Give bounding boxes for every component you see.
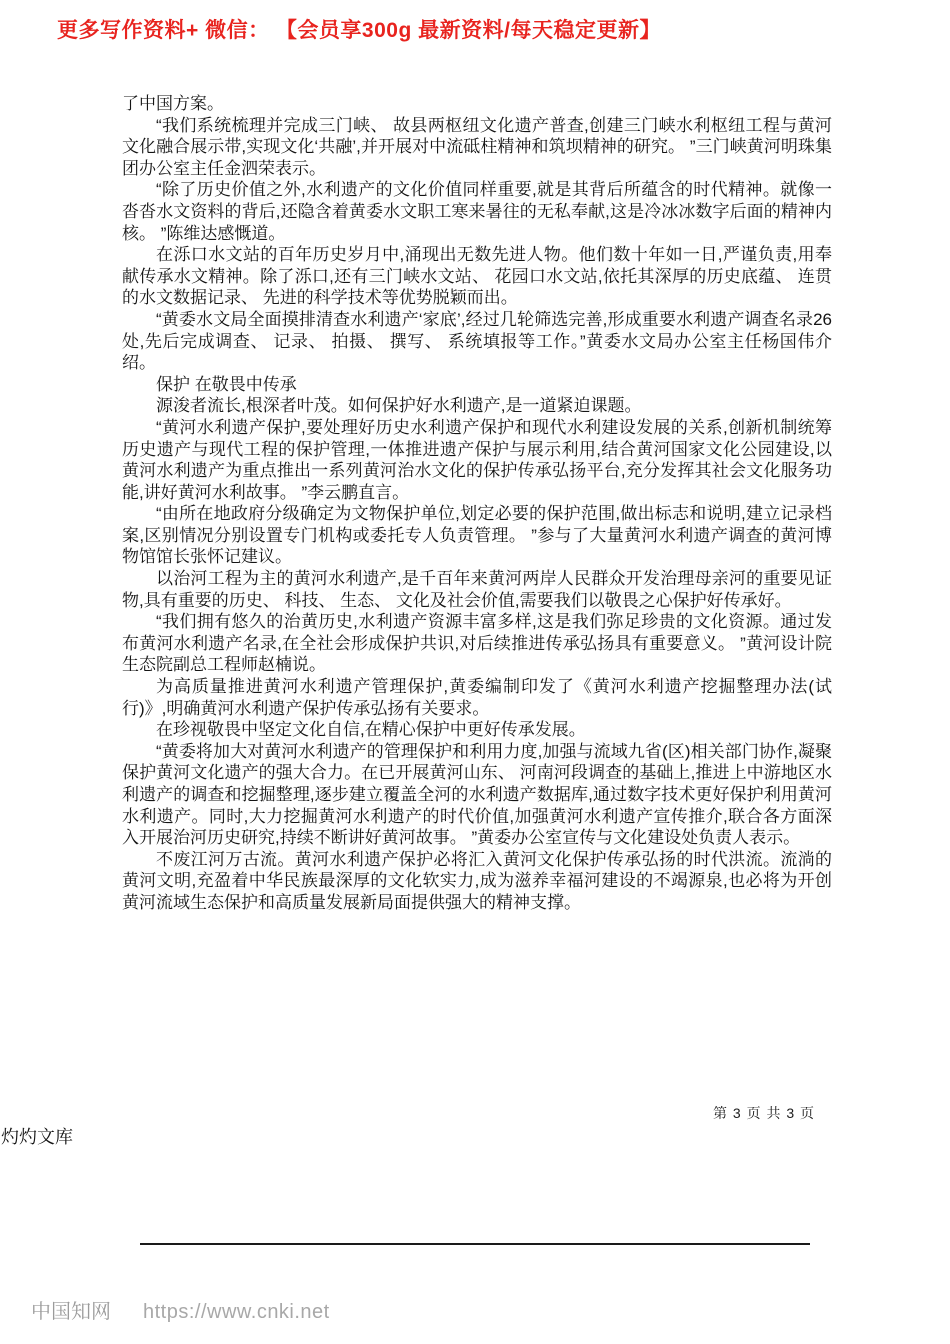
footer-divider (140, 1243, 810, 1245)
cnki-site-name: 中国知网 (31, 1301, 111, 1323)
cnki-site-url: https://www.cnki.net (143, 1301, 330, 1323)
paragraph: 了中国方案。 (122, 94, 224, 113)
paragraph: 在泺口水文站的百年历史岁月中,涌现出无数先进人物。他们数十年如一日,严谨负责,用奉献传承水文精神。除了泺口,还有三门峡水文站、 花园口水文站,依托其深厚的历史底蕴、 连贯的水文数据记录、 先进的科学技术等优势脱颖而出。 (122, 245, 832, 308)
paragraph: 以治河工程为主的黄河水利遗产,是千百年来黄河两岸人民群众开发治理母亲河的重要见证物,具有重要的历史、 科技、 生态、 文化及社会价值,需要我们以敬畏之心保护好传承好。 (122, 569, 832, 610)
paragraph: “黄委将加大对黄河水利遗产的管理保护和利用力度,加强与流域九省(区)相关部门协作,凝聚保护黄河文化遗产的强大合力。在已开展黄河山东、 河南河段调查的基础上,推进上中游地区水利遗产的调查和挖掘整理,逐步建立覆盖全河的水利遗产数据库,通过数字技术更好保护利用黄河水利遗产。同时,大力挖掘黄河水利遗产的时代价值,加强黄河水利遗产宣传推介,联合各方面深入开展治河历史研究,持续不断讲好黄河故事。 ”黄委办公室宣传与文化建设处负责人表示。 (122, 741, 832, 848)
paragraph: 不废江河万古流。黄河水利遗产保护必将汇入黄河文化保护传承弘扬的时代洪流。流淌的黄河文明,充盈着中华民族最深厚的文化软实力,成为滋养幸福河建设的不竭源泉,也必将为开创黄河流域生态保护和高质量发展新局面提供强大的精神支撑。 (122, 849, 832, 912)
library-watermark: 灼灼文库 (1, 1127, 73, 1147)
paragraph: “由所在地政府分级确定为文物保护单位,划定必要的保护范围,做出标志和说明,建立记录档案,区别情况分别设置专门机构或委托专人负责管理。 ”参与了大量黄河水利遗产调查的黄河博物馆馆长张怀记建议。 (122, 504, 832, 567)
paragraph: “黄委水文局全面摸排清查水利遗产‘家底’,经过几轮筛选完善,形成重要水利遗产调查名录26 处,先后完成调查、 记录、 拍摄、 撰写、 系统填报等工作。”黄委水文局办公室主任杨国伟介绍。 (122, 309, 832, 373)
cnki-watermark (31, 1295, 330, 1324)
paragraph: 为高质量推进黄河水利遗产管理保护,黄委编制印发了《黄河水利遗产挖掘整理办法(试行)》,明确黄河水利遗产保护传承弘扬有关要求。 (122, 677, 832, 718)
document-body (122, 93, 832, 914)
promo-banner: 更多写作资料+ 微信： 【会员享300g 最新资料/每天稳定更新】 (57, 19, 661, 42)
paragraph: “我们拥有悠久的治黄历史,水利遗产资源丰富多样,这是我们弥足珍贵的文化资源。通过发布黄河水利遗产名录,在全社会形成保护共识,对后续推进传承弘扬具有重要意义。 ”黄河设计院生态院副总工程师赵楠说。 (122, 612, 832, 675)
paragraph: 保护 在敬畏中传承 (156, 374, 297, 394)
paragraph: “除了历史价值之外,水利遗产的文化价值同样重要,就是其背后所蕴含的时代精神。就像一沓沓水文资料的背后,还隐含着黄委水文职工寒来暑往的无私奉献,这是冷冰冰数字后面的精神内核。 ”陈维达感慨道。 (122, 180, 832, 243)
paragraph: 源浚者流长,根深者叶茂。如何保护好水利遗产,是一道紧迫课题。 (156, 396, 642, 416)
paragraph: “我们系统梳理并完成三门峡、 故县两枢纽文化遗产普查,创建三门峡水利枢纽工程与黄河文化融合展示带,实现文化‘共融’,并开展对中流砥柱精神和筑坝精神的研究。 ”三门峡黄河明珠集团办公室主任金泗荣表示。 (122, 115, 832, 178)
paragraph: “黄河水利遗产保护,要处理好历史水利遗产保护和现代水利建设发展的关系,创新机制统筹历史遗产与现代工程的保护管理,一体推进遗产保护与展示利用,结合黄河国家文化公园建设,以黄河水利遗产为重点推出一系列黄河治水文化的保护传承弘扬平台,充分发挥其社会文化服务功能,讲好黄河水利故事。 ”李云鹏直言。 (122, 417, 832, 502)
page-indicator: 第 3 页 共 3 页 (713, 1105, 816, 1121)
paragraph: 在珍视敬畏中坚定文化自信,在精心保护中更好传承发展。 (156, 720, 586, 740)
